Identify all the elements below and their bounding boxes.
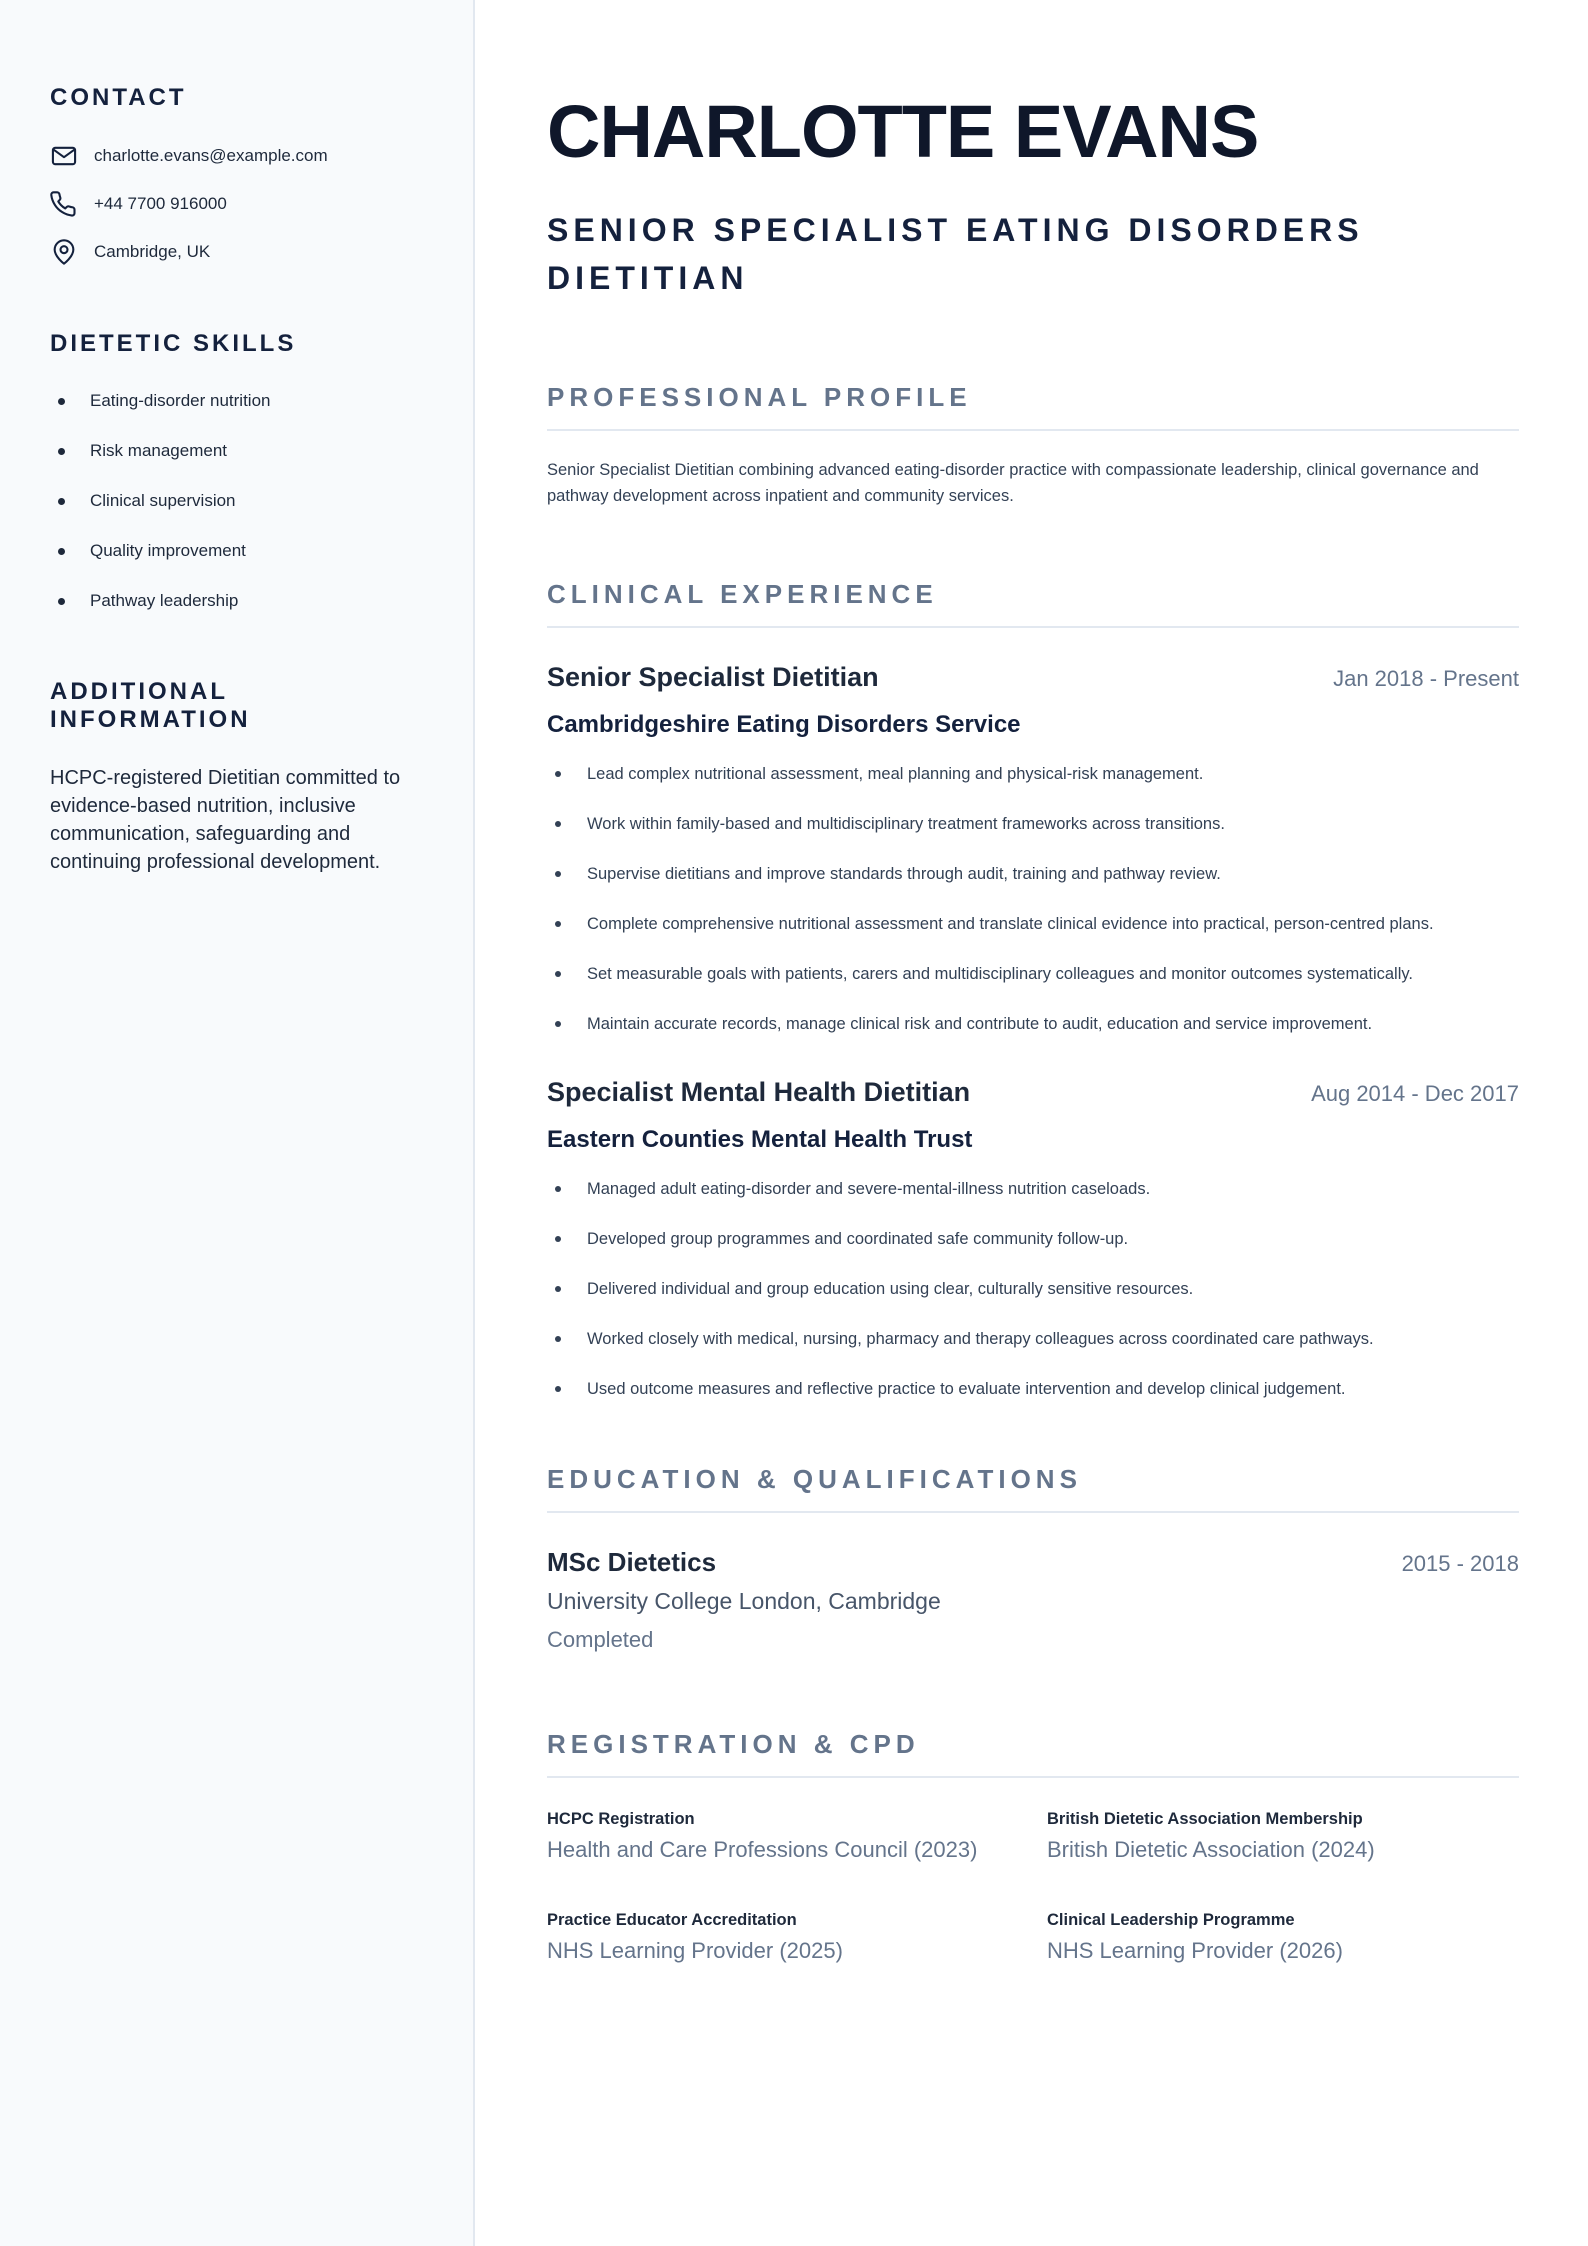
job-title: Specialist Mental Health Dietitian — [547, 1077, 971, 1107]
job-bullet: Used outcome measures and reflective practice to evaluate intervention and develop clinical judgement. — [547, 1376, 1519, 1402]
job-organization: Eastern Counties Mental Health Trust — [547, 1126, 973, 1153]
education-status: Completed — [547, 1627, 654, 1652]
experience-heading: CLINICAL EXPERIENCE — [547, 579, 1519, 628]
skill-item: Eating-disorder nutrition — [50, 388, 423, 414]
additional-info-heading: ADDITIONAL INFORMATION — [50, 678, 251, 733]
skills-heading: DIETETIC SKILLS — [50, 330, 297, 357]
contact-phone-text: +44 7700 916000 — [94, 194, 227, 213]
skill-item: Risk management — [50, 438, 423, 464]
contact-email-text: charlotte.evans@example.com — [94, 146, 328, 165]
education-entry — [547, 1547, 1519, 1653]
cpd-item-detail: British Dietetic Association (2024) — [1047, 1837, 1375, 1862]
cpd-section — [547, 1729, 1519, 1964]
job-entry — [547, 1077, 1519, 1402]
cpd-heading: REGISTRATION & CPD — [547, 1729, 1519, 1778]
candidate-name: CHARLOTTE EVANS — [547, 90, 1259, 173]
additional-info-text: HCPC-registered Dietitian committed to evidence-based nutrition, inclusive communication, safeguarding and continuing professional development. — [50, 767, 401, 873]
contact-location — [50, 238, 423, 266]
education-date: 2015 - 2018 — [1401, 1551, 1519, 1576]
job-bullets — [547, 761, 1519, 1037]
cpd-item-name: Clinical Leadership Programme — [1047, 1911, 1295, 1929]
cpd-grid — [547, 1810, 1519, 1964]
cpd-item-name: British Dietetic Association Membership — [1047, 1810, 1363, 1828]
job-bullet: Maintain accurate records, manage clinical risk and contribute to audit, education and service improvement. — [547, 1011, 1519, 1037]
profile-text: Senior Specialist Dietitian combining advanced eating-disorder practice with compassionate leadership, clinical governance and pathway development across inpatient and community services. — [547, 461, 1479, 505]
candidate-title: SENIOR SPECIALIST EATING DISORDERS DIETITIAN — [547, 212, 1364, 296]
education-degree: MSc Dietetics — [547, 1547, 717, 1577]
skill-item: Clinical supervision — [50, 488, 423, 514]
skill-item: Pathway leadership — [50, 588, 423, 614]
mail-icon — [50, 142, 78, 170]
job-date: Jan 2018 - Present — [1333, 666, 1519, 691]
job-bullet: Developed group programmes and coordinated safe community follow-up. — [547, 1226, 1519, 1252]
education-heading: EDUCATION & QUALIFICATIONS — [547, 1464, 1519, 1513]
cpd-item-name: Practice Educator Accreditation — [547, 1911, 797, 1929]
contact-email[interactable] — [50, 142, 423, 170]
job-bullet: Worked closely with medical, nursing, pharmacy and therapy colleagues across coordinated care pathways. — [547, 1326, 1519, 1352]
contact-location-text: Cambridge, UK — [94, 242, 211, 261]
location-pin-icon — [50, 238, 78, 266]
cpd-item — [1047, 1911, 1519, 1964]
job-title: Senior Specialist Dietitian — [547, 662, 879, 692]
education-school: University College London, Cambridge — [547, 1588, 941, 1614]
job-organization: Cambridgeshire Eating Disorders Service — [547, 711, 1021, 738]
experience-section — [547, 579, 1519, 1402]
job-bullet: Supervise dietitians and improve standards through audit, training and pathway review. — [547, 861, 1519, 887]
cpd-item — [547, 1911, 1047, 1964]
profile-heading: PROFESSIONAL PROFILE — [547, 382, 1519, 431]
education-section — [547, 1464, 1519, 1653]
cpd-item-detail: NHS Learning Provider (2026) — [1047, 1938, 1343, 1963]
job-date: Aug 2014 - Dec 2017 — [1311, 1081, 1519, 1106]
cpd-item — [547, 1810, 1047, 1863]
contact-heading: CONTACT — [50, 84, 187, 111]
cpd-item-detail: NHS Learning Provider (2025) — [547, 1938, 843, 1963]
job-entry — [547, 662, 1519, 1037]
job-bullet: Work within family-based and multidisciplinary treatment frameworks across transitions. — [547, 811, 1519, 837]
job-bullet: Complete comprehensive nutritional assessment and translate clinical evidence into practical, person-centred plans. — [547, 911, 1519, 937]
sidebar — [0, 0, 475, 2246]
job-bullet: Delivered individual and group education using clear, culturally sensitive resources. — [547, 1276, 1519, 1302]
phone-icon — [50, 190, 78, 218]
skill-item: Quality improvement — [50, 538, 423, 564]
cpd-item — [1047, 1810, 1519, 1863]
cpd-item-detail: Health and Care Professions Council (2023) — [547, 1837, 978, 1862]
job-bullet: Lead complex nutritional assessment, meal planning and physical-risk management. — [547, 761, 1519, 787]
main-content — [547, 0, 1519, 1964]
job-bullet: Set measurable goals with patients, carers and multidisciplinary colleagues and monitor outcomes systematically. — [547, 961, 1519, 987]
skills-list — [50, 388, 423, 614]
job-bullet: Managed adult eating-disorder and severe-mental-illness nutrition caseloads. — [547, 1176, 1519, 1202]
contact-phone[interactable] — [50, 190, 423, 218]
cpd-item-name: HCPC Registration — [547, 1810, 695, 1828]
contact-list — [50, 142, 423, 266]
profile-section — [547, 382, 1519, 509]
job-bullets — [547, 1176, 1519, 1402]
